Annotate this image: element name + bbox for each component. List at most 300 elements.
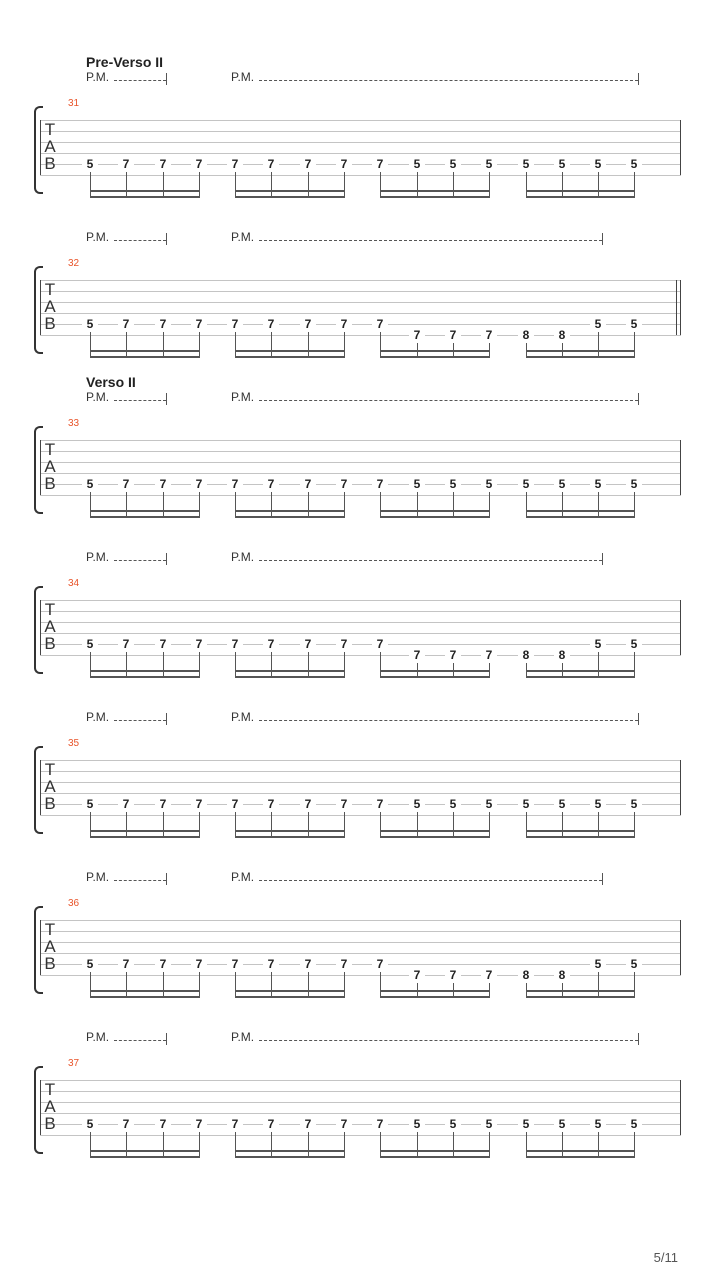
fret-number: 5 <box>409 1118 425 1130</box>
note-stem <box>526 172 527 198</box>
measure-number: 37 <box>68 1058 80 1069</box>
note-stem <box>199 812 200 838</box>
palm-mute-label: P.M. <box>231 70 255 84</box>
fret-number: 5 <box>590 958 606 970</box>
note-stem <box>163 172 164 198</box>
note-stem <box>417 172 418 198</box>
beam <box>235 1150 345 1152</box>
note-stem <box>163 972 164 998</box>
fret-number: 8 <box>554 969 570 981</box>
fret-number: 5 <box>554 158 570 170</box>
note-stem <box>308 1132 309 1158</box>
note-stem <box>308 652 309 678</box>
beam <box>526 676 635 678</box>
note-stem <box>453 1132 454 1158</box>
fret-number: 7 <box>481 649 497 661</box>
note-stem <box>199 972 200 998</box>
beam <box>235 196 345 198</box>
fret-number: 7 <box>227 638 243 650</box>
fret-number: 7 <box>155 798 171 810</box>
staff-line <box>40 942 681 943</box>
staff-line <box>40 120 681 121</box>
fret-number: 7 <box>445 649 461 661</box>
palm-mute-dashes <box>259 560 602 561</box>
fret-number: 7 <box>336 958 352 970</box>
fret-number: 5 <box>82 318 98 330</box>
note-stem <box>199 172 200 198</box>
section-label: Pre-Verso II <box>86 54 164 70</box>
note-stem <box>235 972 236 998</box>
fret-number: 7 <box>263 958 279 970</box>
note-stem <box>562 172 563 198</box>
note-stem <box>163 492 164 518</box>
fret-number: 7 <box>227 318 243 330</box>
beam <box>380 676 490 678</box>
fret-number: 7 <box>118 1118 134 1130</box>
staff-line <box>40 131 681 132</box>
staff-line <box>40 175 681 176</box>
tab-clef-letter: T <box>44 280 56 299</box>
palm-mute-end <box>602 553 603 565</box>
note-stem <box>526 1132 527 1158</box>
tab-clef-letter: A <box>44 457 56 476</box>
note-stem <box>634 172 635 198</box>
note-stem <box>90 492 91 518</box>
staff-line <box>40 484 681 485</box>
fret-number: 7 <box>155 1118 171 1130</box>
note-stem <box>271 332 272 358</box>
staff-line <box>40 782 681 783</box>
fret-number: 7 <box>227 958 243 970</box>
note-stem <box>308 332 309 358</box>
fret-number: 7 <box>300 478 316 490</box>
tab-clef-letter: A <box>44 937 56 956</box>
fret-number: 7 <box>445 969 461 981</box>
fret-number: 7 <box>155 638 171 650</box>
beam <box>235 190 345 192</box>
note-stem <box>126 972 127 998</box>
fret-number: 5 <box>409 478 425 490</box>
tab-clef-letter: A <box>44 617 56 636</box>
beam <box>526 1156 635 1158</box>
palm-mute-label: P.M. <box>86 230 110 244</box>
palm-mute-dashes <box>259 1040 638 1041</box>
beam <box>526 190 635 192</box>
note-stem <box>235 652 236 678</box>
note-stem <box>634 812 635 838</box>
beam <box>90 1156 200 1158</box>
fret-number: 7 <box>372 638 388 650</box>
beam <box>90 350 200 352</box>
staff-line <box>40 760 681 761</box>
staff-line <box>40 335 681 336</box>
fret-number: 8 <box>554 649 570 661</box>
palm-mute-label: P.M. <box>231 550 255 564</box>
palm-mute-end <box>638 713 639 725</box>
fret-number: 7 <box>118 638 134 650</box>
tab-clef-letter: T <box>44 1080 56 1099</box>
palm-mute-end <box>638 73 639 85</box>
staff-line <box>40 804 681 805</box>
fret-number: 7 <box>336 158 352 170</box>
fret-number: 5 <box>626 958 642 970</box>
beam <box>90 516 200 518</box>
note-stem <box>598 972 599 998</box>
beam <box>235 996 345 998</box>
fret-number: 7 <box>372 318 388 330</box>
staff-line <box>40 920 681 921</box>
beam <box>526 830 635 832</box>
note-stem <box>453 492 454 518</box>
barline-start <box>40 760 41 815</box>
note-stem <box>526 812 527 838</box>
beam <box>526 350 635 352</box>
note-stem <box>562 1132 563 1158</box>
fret-number: 5 <box>590 158 606 170</box>
palm-mute-dashes <box>114 880 166 881</box>
fret-number: 5 <box>590 798 606 810</box>
note-stem <box>598 812 599 838</box>
beam <box>90 190 200 192</box>
note-stem <box>453 812 454 838</box>
fret-number: 5 <box>626 638 642 650</box>
fret-number: 7 <box>227 798 243 810</box>
fret-number: 7 <box>263 638 279 650</box>
beam <box>90 356 200 358</box>
fret-number: 7 <box>263 158 279 170</box>
beam <box>380 196 490 198</box>
staff-line <box>40 280 681 281</box>
tab-staff <box>40 760 681 816</box>
fret-number: 7 <box>191 1118 207 1130</box>
palm-mute-label: P.M. <box>86 70 110 84</box>
fret-number: 5 <box>481 158 497 170</box>
fret-number: 7 <box>372 1118 388 1130</box>
beam <box>90 830 200 832</box>
fret-number: 5 <box>626 478 642 490</box>
palm-mute-end <box>602 873 603 885</box>
fret-number: 7 <box>191 958 207 970</box>
note-stem <box>489 492 490 518</box>
note-stem <box>344 1132 345 1158</box>
fret-number: 7 <box>191 158 207 170</box>
beam <box>380 670 490 672</box>
palm-mute-end <box>166 1033 167 1045</box>
palm-mute-label: P.M. <box>86 390 110 404</box>
fret-number: 5 <box>590 478 606 490</box>
staff-line <box>40 302 681 303</box>
fret-number: 5 <box>481 798 497 810</box>
tab-clef-letter: T <box>44 920 56 939</box>
palm-mute-dashes <box>259 80 638 81</box>
palm-mute-dashes <box>114 720 166 721</box>
fret-number: 7 <box>300 158 316 170</box>
beam <box>526 516 635 518</box>
note-stem <box>634 652 635 678</box>
staff-line <box>40 793 681 794</box>
beam <box>380 996 490 998</box>
staff-line <box>40 1124 681 1125</box>
palm-mute-label: P.M. <box>231 870 255 884</box>
palm-mute-end <box>602 233 603 245</box>
palm-mute-end <box>166 73 167 85</box>
staff-line <box>40 142 681 143</box>
note-stem <box>199 1132 200 1158</box>
tab-clef-letter: B <box>44 474 56 493</box>
beam <box>380 1150 490 1152</box>
fret-number: 5 <box>409 158 425 170</box>
note-stem <box>271 172 272 198</box>
fret-number: 5 <box>481 1118 497 1130</box>
note-stem <box>90 172 91 198</box>
fret-number: 7 <box>336 798 352 810</box>
fret-number: 7 <box>191 638 207 650</box>
fret-number: 7 <box>227 478 243 490</box>
beam <box>90 510 200 512</box>
palm-mute-label: P.M. <box>86 550 110 564</box>
staff-line <box>40 633 681 634</box>
note-stem <box>308 172 309 198</box>
note-stem <box>344 812 345 838</box>
fret-number: 7 <box>336 638 352 650</box>
beam <box>235 1156 345 1158</box>
staff-line <box>40 975 681 976</box>
barline-end <box>680 760 681 815</box>
fret-number: 8 <box>518 969 534 981</box>
staff-line <box>40 324 681 325</box>
note-stem <box>634 332 635 358</box>
note-stem <box>271 652 272 678</box>
palm-mute-label: P.M. <box>86 710 110 724</box>
note-stem <box>126 172 127 198</box>
fret-number: 7 <box>481 329 497 341</box>
barline-end <box>680 280 681 335</box>
tab-clef-letter: B <box>44 794 56 813</box>
note-stem <box>235 332 236 358</box>
beam <box>526 996 635 998</box>
tab-clef-letter: T <box>44 120 56 139</box>
palm-mute-label: P.M. <box>231 230 255 244</box>
fret-number: 7 <box>155 158 171 170</box>
barline-end <box>680 600 681 655</box>
beam <box>526 670 635 672</box>
fret-number: 7 <box>300 1118 316 1130</box>
fret-number: 7 <box>263 318 279 330</box>
note-stem <box>308 492 309 518</box>
fret-number: 5 <box>409 798 425 810</box>
note-stem <box>598 652 599 678</box>
note-stem <box>634 492 635 518</box>
staff-line <box>40 771 681 772</box>
fret-number: 7 <box>191 318 207 330</box>
note-stem <box>126 652 127 678</box>
note-stem <box>344 172 345 198</box>
beam <box>380 190 490 192</box>
note-stem <box>380 172 381 198</box>
note-stem <box>199 652 200 678</box>
tab-staff <box>40 120 681 176</box>
note-stem <box>163 652 164 678</box>
staff-line <box>40 644 681 645</box>
tab-clef-letter: T <box>44 760 56 779</box>
note-stem <box>489 172 490 198</box>
note-stem <box>271 492 272 518</box>
note-stem <box>489 812 490 838</box>
note-stem <box>526 492 527 518</box>
tab-clef-letter: A <box>44 777 56 796</box>
palm-mute-dashes <box>259 720 638 721</box>
note-stem <box>199 492 200 518</box>
note-stem <box>380 332 381 358</box>
note-stem <box>163 812 164 838</box>
fret-number: 5 <box>518 158 534 170</box>
staff-line <box>40 291 681 292</box>
staff-line <box>40 495 681 496</box>
note-stem <box>598 332 599 358</box>
tab-clef-letter: T <box>44 600 56 619</box>
fret-number: 7 <box>372 158 388 170</box>
staff-line <box>40 655 681 656</box>
fret-number: 7 <box>118 318 134 330</box>
fret-number: 5 <box>445 158 461 170</box>
note-stem <box>126 812 127 838</box>
palm-mute-end <box>166 553 167 565</box>
beam <box>90 196 200 198</box>
fret-number: 7 <box>191 478 207 490</box>
tab-clef-letter: B <box>44 154 56 173</box>
fret-number: 7 <box>336 318 352 330</box>
staff-line <box>40 164 681 165</box>
fret-number: 7 <box>118 478 134 490</box>
beam <box>235 676 345 678</box>
beam <box>380 836 490 838</box>
fret-number: 8 <box>554 329 570 341</box>
fret-number: 5 <box>518 798 534 810</box>
palm-mute-dashes <box>114 240 166 241</box>
fret-number: 5 <box>590 318 606 330</box>
fret-number: 7 <box>227 158 243 170</box>
section-label: Verso II <box>86 374 136 390</box>
tab-clef-letter: T <box>44 440 56 459</box>
staff-line <box>40 953 681 954</box>
note-stem <box>417 812 418 838</box>
fret-number: 5 <box>554 1118 570 1130</box>
staff-line <box>40 1091 681 1092</box>
fret-number: 7 <box>409 969 425 981</box>
staff-line <box>40 1135 681 1136</box>
barline-start <box>40 920 41 975</box>
staff-line <box>40 1113 681 1114</box>
palm-mute-end <box>166 713 167 725</box>
tab-clef-letter: B <box>44 314 56 333</box>
fret-number: 5 <box>445 1118 461 1130</box>
measure-number: 36 <box>68 898 80 909</box>
palm-mute-dashes <box>259 400 638 401</box>
measure-number: 34 <box>68 578 80 589</box>
fret-number: 5 <box>554 798 570 810</box>
barline-end <box>680 120 681 175</box>
note-stem <box>235 172 236 198</box>
page-number: 5/11 <box>653 1250 678 1265</box>
fret-number: 5 <box>590 1118 606 1130</box>
note-stem <box>90 332 91 358</box>
palm-mute-dashes <box>259 880 602 881</box>
note-stem <box>271 1132 272 1158</box>
fret-number: 8 <box>518 329 534 341</box>
fret-number: 7 <box>300 798 316 810</box>
fret-number: 7 <box>263 798 279 810</box>
fret-number: 5 <box>518 478 534 490</box>
note-stem <box>380 812 381 838</box>
tab-staff <box>40 440 681 496</box>
note-stem <box>380 492 381 518</box>
fret-number: 7 <box>336 478 352 490</box>
beam <box>235 516 345 518</box>
fret-number: 7 <box>409 329 425 341</box>
note-stem <box>235 1132 236 1158</box>
palm-mute-dashes <box>114 560 166 561</box>
beam <box>235 990 345 992</box>
note-stem <box>271 812 272 838</box>
barline-start <box>40 600 41 655</box>
note-stem <box>562 492 563 518</box>
staff-line <box>40 451 681 452</box>
palm-mute-label: P.M. <box>231 1030 255 1044</box>
beam <box>235 350 345 352</box>
tab-clef-letter: B <box>44 634 56 653</box>
staff-line <box>40 611 681 612</box>
fret-number: 5 <box>445 478 461 490</box>
tab-staff <box>40 1080 681 1136</box>
beam <box>526 196 635 198</box>
fret-number: 7 <box>445 329 461 341</box>
fret-number: 7 <box>263 478 279 490</box>
beam <box>235 830 345 832</box>
staff-line <box>40 600 681 601</box>
beam <box>90 836 200 838</box>
note-stem <box>344 652 345 678</box>
note-stem <box>634 1132 635 1158</box>
measure-number: 35 <box>68 738 80 749</box>
note-stem <box>308 972 309 998</box>
note-stem <box>380 652 381 678</box>
fret-number: 7 <box>155 958 171 970</box>
beam <box>235 510 345 512</box>
fret-number: 7 <box>372 958 388 970</box>
barline-end <box>680 440 681 495</box>
beam <box>235 670 345 672</box>
fret-number: 5 <box>82 478 98 490</box>
palm-mute-end <box>638 1033 639 1045</box>
fret-number: 7 <box>300 958 316 970</box>
fret-number: 7 <box>336 1118 352 1130</box>
tab-clef-letter: A <box>44 297 56 316</box>
beam <box>90 1150 200 1152</box>
beam <box>90 670 200 672</box>
beam <box>526 510 635 512</box>
fret-number: 5 <box>82 798 98 810</box>
beam <box>380 350 490 352</box>
barline-start <box>40 1080 41 1135</box>
beam <box>380 356 490 358</box>
palm-mute-label: P.M. <box>231 710 255 724</box>
fret-number: 7 <box>409 649 425 661</box>
note-stem <box>598 1132 599 1158</box>
palm-mute-dashes <box>259 240 602 241</box>
staff-line <box>40 440 681 441</box>
tab-clef-letter: B <box>44 954 56 973</box>
note-stem <box>90 972 91 998</box>
